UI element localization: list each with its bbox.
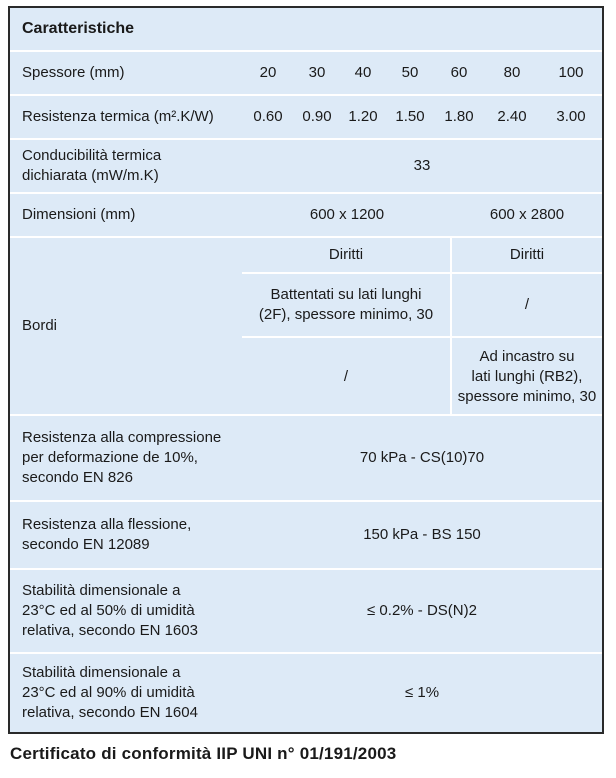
dimensioni-right: 600 x 2800: [489, 206, 565, 223]
bordi-diritti-right: Diritti: [509, 246, 545, 263]
spessore-value: 60: [450, 64, 468, 81]
dimensioni-row: [10, 194, 602, 238]
stabilita-50-label-line: 23°C ed al 50% di umidità: [22, 602, 195, 619]
dimensioni-left: 600 x 1200: [309, 206, 385, 223]
spessore-value: 40: [354, 64, 372, 81]
stabilita-50-row: [10, 570, 602, 654]
spessore-value: 50: [401, 64, 419, 81]
characteristics-table: [8, 6, 604, 734]
table-header-row: [10, 8, 602, 52]
resistenza-termica-value: 3.00: [556, 108, 586, 125]
stabilita-90-label: [22, 654, 252, 732]
compressione-label-line: per deformazione de 10%,: [22, 449, 198, 466]
stabilita-50-label-line: Stabilità dimensionale a: [22, 582, 181, 599]
compressione-label: [22, 416, 252, 500]
flessione-label-line: Resistenza alla flessione,: [22, 516, 192, 533]
spessore-value: 20: [259, 64, 277, 81]
resistenza-termica-value: 1.50: [395, 108, 425, 125]
resistenza-termica-row: [10, 96, 602, 140]
resistenza-termica-value: 1.20: [348, 108, 378, 125]
stabilita-90-label-line: Stabilità dimensionale a: [22, 664, 181, 681]
flessione-label: [22, 502, 252, 568]
bordi-slash-left: /: [343, 368, 349, 385]
stabilita-90-row: [10, 654, 602, 732]
spessore-label: Spessore (mm): [22, 64, 125, 81]
bordi-battentati: [242, 274, 450, 336]
conducibilita-value: 33: [413, 157, 431, 174]
resistenza-termica-value: 0.90: [302, 108, 332, 125]
spessore-value: 100: [558, 64, 584, 81]
compressione-label-line: Resistenza alla compressione: [22, 429, 222, 446]
dimensioni-label: Dimensioni (mm): [22, 206, 136, 223]
stabilita-50-label: [22, 570, 252, 652]
spessore-value: 80: [503, 64, 521, 81]
bordi-diritti-left: Diritti: [328, 246, 364, 263]
bordi-incastro-line: lati lunghi (RB2),: [471, 368, 583, 385]
compressione-value: 70 kPa - CS(10)70: [359, 449, 485, 466]
bordi-incastro-line: spessore minimo, 30: [457, 388, 597, 405]
conducibilita-label-line: Conducibilità termica: [22, 147, 162, 164]
conducibilita-label: [22, 140, 252, 192]
compressione-row: [10, 416, 602, 502]
spessore-value: 30: [308, 64, 326, 81]
stabilita-90-value: ≤ 1%: [404, 684, 440, 701]
bordi-slash-right: /: [524, 296, 530, 313]
bordi-battentati-line: Battentati su lati lunghi: [270, 286, 422, 303]
resistenza-termica-label: Resistenza termica (m².K/W): [22, 108, 214, 125]
bordi-incastro-line: Ad incastro su: [479, 348, 575, 365]
conducibilita-row: [10, 140, 602, 194]
stabilita-90-label-line: relativa, secondo EN 1604: [22, 704, 198, 721]
certificate-footer: Certificato di conformità IIP UNI n° 01/191/2003: [10, 744, 397, 763]
bordi-incastro: [452, 338, 602, 416]
flessione-row: [10, 502, 602, 570]
table-header: Caratteristiche: [22, 20, 135, 37]
bordi-row: [10, 238, 602, 416]
resistenza-termica-value: 1.80: [444, 108, 474, 125]
flessione-label-line: secondo EN 12089: [22, 536, 150, 553]
conducibilita-label-line: dichiarata (mW/m.K): [22, 167, 159, 184]
bordi-battentati-line: (2F), spessore minimo, 30: [258, 306, 434, 323]
spessore-row: [10, 52, 602, 96]
stabilita-50-value: ≤ 0.2% - DS(N)2: [367, 602, 477, 619]
flessione-value: 150 kPa - BS 150: [363, 526, 481, 543]
stabilita-50-label-line: relativa, secondo EN 1603: [22, 622, 198, 639]
compressione-label-line: secondo EN 826: [22, 469, 133, 486]
stabilita-90-label-line: 23°C ed al 90% di umidità: [22, 684, 195, 701]
resistenza-termica-value: 0.60: [253, 108, 283, 125]
bordi-label: Bordi: [22, 317, 58, 334]
resistenza-termica-value: 2.40: [497, 108, 527, 125]
